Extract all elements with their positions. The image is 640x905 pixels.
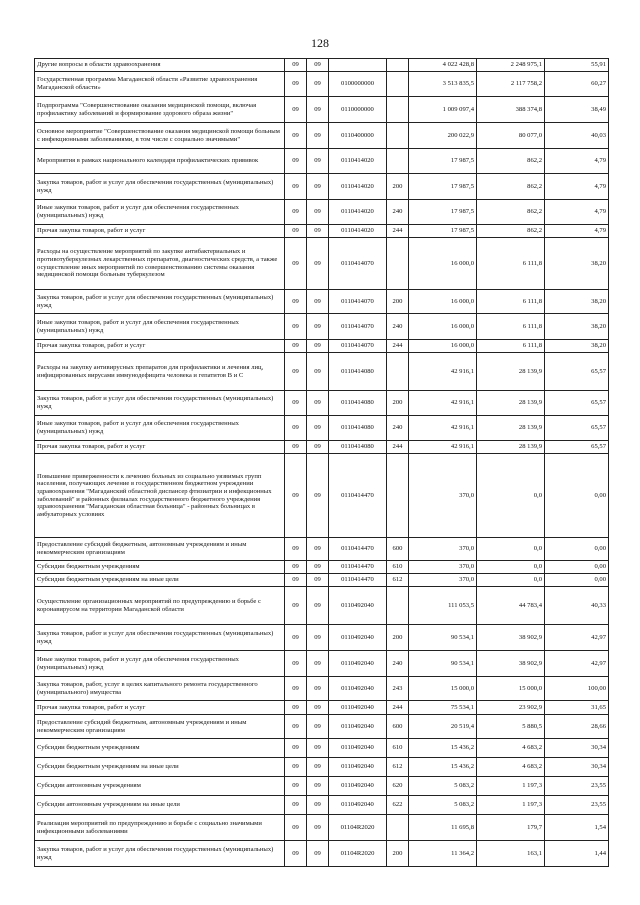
expense-name: Основное мероприятие "Совершенствование оказания медицинской помощи больным с инфекционными заболеваниями, в том числе с социально значимыми" — [35, 123, 285, 149]
expense-type-code — [387, 97, 409, 123]
section-code: 09 — [285, 454, 307, 538]
section-code: 09 — [285, 796, 307, 815]
table-row — [35, 574, 609, 587]
planned-amount: 75 534,1 — [409, 701, 477, 715]
subsection-code: 09 — [307, 715, 329, 739]
target-article-code: 0110414080 — [329, 391, 387, 416]
executed-amount: 6 111,8 — [477, 314, 545, 340]
subsection-code: 09 — [307, 72, 329, 97]
target-article-code: 0110492040 — [329, 701, 387, 715]
section-code: 09 — [285, 841, 307, 867]
execution-percent: 38,20 — [545, 314, 609, 340]
planned-amount: 42 916,1 — [409, 353, 477, 391]
execution-percent: 38,49 — [545, 97, 609, 123]
expense-name: Иные закупки товаров, работ и услуг для обеспечения государственных (муниципальных) нужд — [35, 314, 285, 340]
executed-amount: 0,0 — [477, 574, 545, 587]
executed-amount: 1 197,3 — [477, 796, 545, 815]
expense-name: Субсидии автономным учреждениям — [35, 777, 285, 796]
target-article-code: 0110492040 — [329, 758, 387, 777]
subsection-code: 09 — [307, 290, 329, 314]
expense-type-code: 200 — [387, 625, 409, 651]
section-code: 09 — [285, 353, 307, 391]
section-code: 09 — [285, 225, 307, 238]
section-code: 09 — [285, 777, 307, 796]
table-row — [35, 123, 609, 149]
target-article-code: 0100000000 — [329, 72, 387, 97]
executed-amount: 862,2 — [477, 149, 545, 174]
expense-type-code — [387, 123, 409, 149]
expense-name: Субсидии бюджетным учреждениям — [35, 739, 285, 758]
section-code: 09 — [285, 72, 307, 97]
expense-type-code: 200 — [387, 841, 409, 867]
expense-type-code: 612 — [387, 758, 409, 777]
section-code: 09 — [285, 238, 307, 290]
subsection-code: 09 — [307, 97, 329, 123]
expense-name: Мероприятия в рамках национального календаря профилактических прививок — [35, 149, 285, 174]
expense-type-code: 240 — [387, 651, 409, 677]
expense-name: Закупка товаров, работ и услуг для обеспечения государственных (муниципальных) нужд — [35, 625, 285, 651]
subsection-code: 09 — [307, 538, 329, 561]
table-row — [35, 454, 609, 538]
planned-amount: 17 987,5 — [409, 200, 477, 225]
planned-amount: 90 534,1 — [409, 651, 477, 677]
table-row — [35, 625, 609, 651]
table-row — [35, 416, 609, 441]
section-code: 09 — [285, 290, 307, 314]
expense-name: Субсидии бюджетным учреждениям на иные цели — [35, 758, 285, 777]
target-article-code: 0110414470 — [329, 538, 387, 561]
execution-percent: 30,34 — [545, 739, 609, 758]
target-article-code: 0110492040 — [329, 651, 387, 677]
section-code: 09 — [285, 758, 307, 777]
table-row — [35, 651, 609, 677]
table-row — [35, 391, 609, 416]
planned-amount: 16 000,0 — [409, 238, 477, 290]
planned-amount: 111 053,5 — [409, 587, 477, 625]
planned-amount: 200 022,9 — [409, 123, 477, 149]
subsection-code: 09 — [307, 777, 329, 796]
expense-type-code: 243 — [387, 677, 409, 701]
table-row — [35, 758, 609, 777]
subsection-code: 09 — [307, 677, 329, 701]
subsection-code: 09 — [307, 416, 329, 441]
target-article-code: 0110414070 — [329, 290, 387, 314]
target-article-code: 0110414070 — [329, 340, 387, 353]
executed-amount: 1 197,3 — [477, 777, 545, 796]
expense-type-code: 240 — [387, 314, 409, 340]
expense-name: Другие вопросы в области здравоохранения — [35, 59, 285, 72]
planned-amount: 17 987,5 — [409, 225, 477, 238]
table-row — [35, 200, 609, 225]
subsection-code: 09 — [307, 587, 329, 625]
table-row — [35, 149, 609, 174]
expense-type-code — [387, 238, 409, 290]
expense-name: Закупка товаров, работ и услуг для обеспечения государственных (муниципальных) нужд — [35, 290, 285, 314]
section-code: 09 — [285, 715, 307, 739]
expense-type-code: 244 — [387, 441, 409, 454]
planned-amount: 20 519,4 — [409, 715, 477, 739]
execution-percent: 31,65 — [545, 701, 609, 715]
section-code: 09 — [285, 538, 307, 561]
planned-amount: 17 987,5 — [409, 149, 477, 174]
subsection-code: 09 — [307, 391, 329, 416]
execution-percent: 38,20 — [545, 290, 609, 314]
expense-name: Реализация мероприятий по предупреждению и борьбе с социально значимыми инфекционными заболеваниями — [35, 815, 285, 841]
table-row — [35, 290, 609, 314]
planned-amount: 370,0 — [409, 574, 477, 587]
section-code: 09 — [285, 123, 307, 149]
expense-type-code — [387, 454, 409, 538]
execution-percent: 38,20 — [545, 340, 609, 353]
execution-percent: 55,91 — [545, 59, 609, 72]
subsection-code: 09 — [307, 441, 329, 454]
planned-amount: 3 513 835,5 — [409, 72, 477, 97]
section-code: 09 — [285, 441, 307, 454]
executed-amount: 38 902,9 — [477, 651, 545, 677]
executed-amount: 6 111,8 — [477, 340, 545, 353]
execution-percent: 42,97 — [545, 625, 609, 651]
section-code: 09 — [285, 200, 307, 225]
planned-amount: 16 000,0 — [409, 314, 477, 340]
table-row — [35, 340, 609, 353]
planned-amount: 42 916,1 — [409, 441, 477, 454]
planned-amount: 370,0 — [409, 561, 477, 574]
expense-type-code: 244 — [387, 225, 409, 238]
execution-percent: 65,57 — [545, 353, 609, 391]
section-code: 09 — [285, 561, 307, 574]
target-article-code: 0110400000 — [329, 123, 387, 149]
expense-name: Иные закупки товаров, работ и услуг для обеспечения государственных (муниципальных) нужд — [35, 200, 285, 225]
target-article-code: 01104R2020 — [329, 815, 387, 841]
subsection-code: 09 — [307, 574, 329, 587]
expense-type-code — [387, 587, 409, 625]
subsection-code: 09 — [307, 561, 329, 574]
expense-name: Субсидии бюджетным учреждениям — [35, 561, 285, 574]
target-article-code: 0110414080 — [329, 353, 387, 391]
target-article-code: 01104R2020 — [329, 841, 387, 867]
executed-amount: 80 077,0 — [477, 123, 545, 149]
page-number: 128 — [311, 36, 329, 50]
subsection-code: 09 — [307, 340, 329, 353]
expense-name: Прочая закупка товаров, работ и услуг — [35, 441, 285, 454]
target-article-code: 0110492040 — [329, 587, 387, 625]
target-article-code: 0110414070 — [329, 238, 387, 290]
table-row — [35, 353, 609, 391]
section-code: 09 — [285, 149, 307, 174]
table-row — [35, 561, 609, 574]
execution-percent: 1,54 — [545, 815, 609, 841]
planned-amount: 1 009 097,4 — [409, 97, 477, 123]
subsection-code: 09 — [307, 796, 329, 815]
execution-percent: 0,00 — [545, 538, 609, 561]
executed-amount: 28 139,9 — [477, 353, 545, 391]
executed-amount: 0,0 — [477, 454, 545, 538]
expense-type-code — [387, 72, 409, 97]
section-code: 09 — [285, 416, 307, 441]
executed-amount: 862,2 — [477, 200, 545, 225]
target-article-code: 0110414080 — [329, 416, 387, 441]
subsection-code: 09 — [307, 238, 329, 290]
expense-type-code: 600 — [387, 715, 409, 739]
executed-amount: 2 248 975,1 — [477, 59, 545, 72]
expense-name: Повышение приверженности к лечению больных из социально уязвимых групп населения, получающих лечение в государственном бюджетном учреждении здравоохранения "Магаданский областной диспансер фтизиатрии и инфекционных заболеваний" и районных филиалах государственного бюджетного учреждения здравоохранения "Магаданская областная больница" - районных больницах в амбулаторных условиях — [35, 454, 285, 538]
target-article-code: 0110492040 — [329, 796, 387, 815]
section-code: 09 — [285, 677, 307, 701]
executed-amount: 44 783,4 — [477, 587, 545, 625]
execution-percent: 0,00 — [545, 454, 609, 538]
subsection-code: 09 — [307, 353, 329, 391]
planned-amount: 5 083,2 — [409, 777, 477, 796]
target-article-code — [329, 59, 387, 72]
execution-percent: 23,55 — [545, 777, 609, 796]
executed-amount: 2 117 758,2 — [477, 72, 545, 97]
planned-amount: 15 000,0 — [409, 677, 477, 701]
expense-name: Государственная программа Магаданской области «Развитие здравоохранения Магаданской области» — [35, 72, 285, 97]
subsection-code: 09 — [307, 701, 329, 715]
executed-amount: 6 111,8 — [477, 290, 545, 314]
subsection-code: 09 — [307, 123, 329, 149]
target-article-code: 0110414080 — [329, 441, 387, 454]
expense-type-code — [387, 59, 409, 72]
expense-name: Закупка товаров, работ и услуг для обеспечения государственных (муниципальных) нужд — [35, 841, 285, 867]
expense-name: Подпрограмма "Совершенствование оказания медицинской помощи, включая профилактику заболеваний и формирование здорового образа жизни" — [35, 97, 285, 123]
subsection-code: 09 — [307, 225, 329, 238]
target-article-code: 0110414020 — [329, 174, 387, 200]
planned-amount: 42 916,1 — [409, 416, 477, 441]
execution-percent: 4,79 — [545, 174, 609, 200]
execution-percent: 28,66 — [545, 715, 609, 739]
expense-type-code: 600 — [387, 538, 409, 561]
executed-amount: 4 683,2 — [477, 739, 545, 758]
expense-type-code — [387, 353, 409, 391]
subsection-code: 09 — [307, 454, 329, 538]
table-row — [35, 238, 609, 290]
execution-percent: 60,27 — [545, 72, 609, 97]
execution-percent: 23,55 — [545, 796, 609, 815]
section-code: 09 — [285, 314, 307, 340]
execution-percent: 0,00 — [545, 561, 609, 574]
table-row — [35, 314, 609, 340]
execution-percent: 4,79 — [545, 149, 609, 174]
expense-name: Прочая закупка товаров, работ и услуг — [35, 340, 285, 353]
planned-amount: 15 436,2 — [409, 739, 477, 758]
expense-type-code: 200 — [387, 290, 409, 314]
target-article-code: 0110492040 — [329, 739, 387, 758]
executed-amount: 179,7 — [477, 815, 545, 841]
subsection-code: 09 — [307, 651, 329, 677]
expense-name: Субсидии автономным учреждениям на иные цели — [35, 796, 285, 815]
expense-type-code: 244 — [387, 701, 409, 715]
table-row — [35, 174, 609, 200]
expense-type-code — [387, 815, 409, 841]
planned-amount: 5 083,2 — [409, 796, 477, 815]
section-code: 09 — [285, 59, 307, 72]
section-code: 09 — [285, 587, 307, 625]
executed-amount: 5 880,5 — [477, 715, 545, 739]
expense-name: Осуществление организационных мероприятий по предупреждению и борьбе с коронавирусом на территории Магаданской области — [35, 587, 285, 625]
target-article-code: 0110492040 — [329, 715, 387, 739]
expense-name: Предоставление субсидий бюджетным, автономным учреждениям и иным некоммерческим организациям — [35, 538, 285, 561]
table-row — [35, 587, 609, 625]
expense-type-code: 240 — [387, 200, 409, 225]
execution-percent: 4,79 — [545, 200, 609, 225]
planned-amount: 11 695,8 — [409, 815, 477, 841]
planned-amount: 370,0 — [409, 538, 477, 561]
expense-name: Закупка товаров, работ, услуг в целях капитального ремонта государственного (муниципального) имущества — [35, 677, 285, 701]
table-row — [35, 538, 609, 561]
table-row — [35, 777, 609, 796]
planned-amount: 4 022 428,8 — [409, 59, 477, 72]
subsection-code: 09 — [307, 149, 329, 174]
table-row — [35, 59, 609, 72]
expense-name: Субсидии бюджетным учреждениям на иные цели — [35, 574, 285, 587]
subsection-code: 09 — [307, 841, 329, 867]
target-article-code: 0110492040 — [329, 677, 387, 701]
planned-amount: 90 534,1 — [409, 625, 477, 651]
executed-amount: 862,2 — [477, 225, 545, 238]
target-article-code: 0110000000 — [329, 97, 387, 123]
execution-percent: 65,57 — [545, 391, 609, 416]
executed-amount: 23 902,9 — [477, 701, 545, 715]
execution-percent: 65,57 — [545, 416, 609, 441]
subsection-code: 09 — [307, 815, 329, 841]
expense-type-code — [387, 149, 409, 174]
table-row — [35, 815, 609, 841]
executed-amount: 0,0 — [477, 538, 545, 561]
expense-type-code: 244 — [387, 340, 409, 353]
planned-amount: 11 364,2 — [409, 841, 477, 867]
execution-percent: 1,44 — [545, 841, 609, 867]
section-code: 09 — [285, 739, 307, 758]
execution-percent: 100,00 — [545, 677, 609, 701]
executed-amount: 6 111,8 — [477, 238, 545, 290]
target-article-code: 0110492040 — [329, 777, 387, 796]
table-row — [35, 72, 609, 97]
section-code: 09 — [285, 651, 307, 677]
target-article-code: 0110414020 — [329, 149, 387, 174]
target-article-code: 0110414020 — [329, 225, 387, 238]
expense-type-code: 622 — [387, 796, 409, 815]
table-row — [35, 225, 609, 238]
target-article-code: 0110414470 — [329, 574, 387, 587]
planned-amount: 370,0 — [409, 454, 477, 538]
executed-amount: 15 000,0 — [477, 677, 545, 701]
executed-amount: 388 374,8 — [477, 97, 545, 123]
subsection-code: 09 — [307, 200, 329, 225]
subsection-code: 09 — [307, 59, 329, 72]
section-code: 09 — [285, 391, 307, 416]
expense-name: Предоставление субсидий бюджетным, автономным учреждениям и иным некоммерческим организациям — [35, 715, 285, 739]
table-row — [35, 441, 609, 454]
planned-amount: 15 436,2 — [409, 758, 477, 777]
executed-amount: 163,1 — [477, 841, 545, 867]
expense-name: Прочая закупка товаров, работ и услуг — [35, 225, 285, 238]
expense-type-code: 240 — [387, 416, 409, 441]
table-row — [35, 677, 609, 701]
executed-amount: 28 139,9 — [477, 416, 545, 441]
execution-percent: 0,00 — [545, 574, 609, 587]
execution-percent: 4,79 — [545, 225, 609, 238]
subsection-code: 09 — [307, 314, 329, 340]
expense-name: Прочая закупка товаров, работ и услуг — [35, 701, 285, 715]
execution-percent: 40,33 — [545, 587, 609, 625]
planned-amount: 42 916,1 — [409, 391, 477, 416]
table-row — [35, 715, 609, 739]
expense-type-code: 620 — [387, 777, 409, 796]
target-article-code: 0110414470 — [329, 454, 387, 538]
planned-amount: 16 000,0 — [409, 340, 477, 353]
planned-amount: 17 987,5 — [409, 174, 477, 200]
executed-amount: 862,2 — [477, 174, 545, 200]
subsection-code: 09 — [307, 625, 329, 651]
section-code: 09 — [285, 625, 307, 651]
section-code: 09 — [285, 174, 307, 200]
table-row — [35, 701, 609, 715]
executed-amount: 4 683,2 — [477, 758, 545, 777]
expense-name: Закупка товаров, работ и услуг для обеспечения государственных (муниципальных) нужд — [35, 174, 285, 200]
table-row — [35, 796, 609, 815]
expense-name: Иные закупки товаров, работ и услуг для обеспечения государственных (муниципальных) нужд — [35, 416, 285, 441]
expense-name: Закупка товаров, работ и услуг для обеспечения государственных (муниципальных) нужд — [35, 391, 285, 416]
expense-name: Иные закупки товаров, работ и услуг для обеспечения государственных (муниципальных) нужд — [35, 651, 285, 677]
expense-type-code: 610 — [387, 561, 409, 574]
execution-percent: 38,20 — [545, 238, 609, 290]
expense-type-code: 612 — [387, 574, 409, 587]
expense-type-code: 200 — [387, 391, 409, 416]
executed-amount: 28 139,9 — [477, 391, 545, 416]
subsection-code: 09 — [307, 758, 329, 777]
expense-name: Расходы на закупку антивирусных препаратов для профилактики и лечения лиц, инфицированных вирусами иммунодефицита человека и гепатитов В и С — [35, 353, 285, 391]
executed-amount: 28 139,9 — [477, 441, 545, 454]
expense-type-code: 610 — [387, 739, 409, 758]
section-code: 09 — [285, 815, 307, 841]
execution-percent: 40,03 — [545, 123, 609, 149]
target-article-code: 0110492040 — [329, 625, 387, 651]
section-code: 09 — [285, 574, 307, 587]
section-code: 09 — [285, 97, 307, 123]
section-code: 09 — [285, 340, 307, 353]
expense-type-code: 200 — [387, 174, 409, 200]
execution-percent: 30,34 — [545, 758, 609, 777]
subsection-code: 09 — [307, 174, 329, 200]
executed-amount: 0,0 — [477, 561, 545, 574]
execution-percent: 42,97 — [545, 651, 609, 677]
table-row — [35, 97, 609, 123]
table-row — [35, 739, 609, 758]
target-article-code: 0110414020 — [329, 200, 387, 225]
target-article-code: 0110414070 — [329, 314, 387, 340]
expense-name: Расходы на осуществление мероприятий по закупке антибактериальных и противотуберкулезных лекарственных препаратов, диагностических средств, а также осуществление иных мероприятий по совершенствованию системы оказания медицинской помощи больным туберкулезом — [35, 238, 285, 290]
table-row — [35, 841, 609, 867]
target-article-code: 0110414470 — [329, 561, 387, 574]
execution-percent: 65,57 — [545, 441, 609, 454]
budget-table — [34, 58, 609, 867]
planned-amount: 16 000,0 — [409, 290, 477, 314]
section-code: 09 — [285, 701, 307, 715]
subsection-code: 09 — [307, 739, 329, 758]
executed-amount: 38 902,9 — [477, 625, 545, 651]
